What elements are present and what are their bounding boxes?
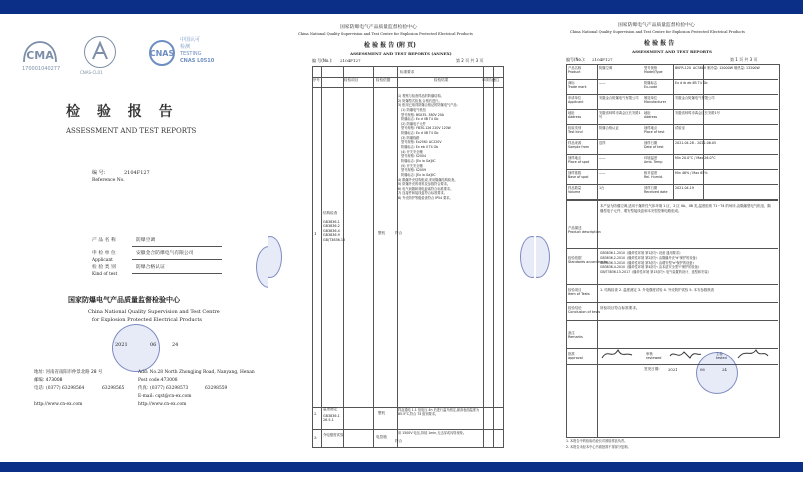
fax-value: (0377) 63298573 <box>150 386 189 391</box>
row-value-2: Ex d ib eb IIB T4 Gb <box>675 81 708 85</box>
applicant-underline <box>132 259 222 260</box>
row1-sample: 整机 <box>378 231 386 235</box>
row3-number: 3 <box>314 435 317 440</box>
approval-label: 批准 approval <box>568 352 583 361</box>
reviewed-signature <box>668 346 702 366</box>
summary-side-seal <box>536 236 550 278</box>
issue-date-month: 06 <box>700 367 705 372</box>
row-label-2: 环境温度 Amb. Temp <box>644 156 663 165</box>
row-label: 抽样地点 Place of spot <box>568 156 590 165</box>
desc-label: 产品描述 Product description <box>568 226 601 235</box>
standards-text: GB3836.1-2010《爆炸性环境 第1部分: 设备 通用要求》 GB3836.2-2010《爆炸性环境 第2部分: 由隔爆外壳"d"保护的设备》 GB3836.3-2010《爆炸性环境 第3部分: 由增安型"e"保护的设备》 GB3836.4-2010《爆炸性环境 第4部分: 由本质安全型"i"保护的设备》 GB/T3836.15-2017《爆炸性环境 第15部分: 电气装置的设计、选型和安装》 <box>600 251 711 275</box>
col-header-2: 检验依据 <box>376 78 391 82</box>
conclusion-label: 检验结论 Conclusion of tests <box>568 306 601 315</box>
summary-page-info: 第 1 页 共 3 页 <box>730 57 758 62</box>
row-value: 送样 <box>599 141 606 145</box>
row-label: 样品数量 Volume <box>568 186 582 195</box>
row-value-2: 2021.04.19 <box>675 186 694 190</box>
cma-logo <box>22 40 58 64</box>
row-label-2: 相对湿度 Rel. Humid. <box>644 171 664 180</box>
footnote-1: 1. 本报告中的检验结论仅对被检样品负责。 <box>566 439 628 443</box>
summary-no-label: 编号(No.): <box>566 57 586 62</box>
top-bar <box>0 0 803 14</box>
row-value-2: 安徽金合防爆电气有限公司 <box>675 96 715 100</box>
row-value-2: BKFR-120 AC380V 制冷量: 12000W 制热量: 13200W <box>675 66 760 70</box>
website: http://www.cn-ex.com <box>138 402 187 407</box>
reviewed-label: 审核 reviewed <box>646 352 662 361</box>
kind-of-test-label: 检 验 类 别 <box>92 265 116 270</box>
cnas-top: 中国认可 <box>180 37 201 43</box>
row-label: 地址 Address <box>568 111 582 120</box>
row2-number: 2 <box>314 411 317 416</box>
row-label-2: 型号规格 Model/Type <box>644 66 663 75</box>
footnote-2: 2. 本报告未经本中心书面批准不得部分复制。 <box>566 445 631 449</box>
report-title-en: ASSESSMENT AND TEST REPORTS <box>66 127 197 135</box>
row1-item: 结构检查 <box>323 211 338 215</box>
bottom-bar <box>0 462 803 472</box>
row-label: 产品名称 Product <box>568 66 582 75</box>
annex-title-en: ASSESSMENT AND TEST REPORTS (ANNEX) <box>350 51 452 56</box>
row-label-2: 制造单位 Manufacturer <box>644 96 667 105</box>
reference-number-label-en: Reference No. <box>92 178 125 183</box>
report-annex-page <box>268 16 534 460</box>
col-header-1: 检验项目 <box>344 78 359 82</box>
row-value-2: 试验室 <box>675 126 685 130</box>
row-value-2: Min 20.0°C / Max 26.0°C <box>675 156 716 160</box>
annex-page-info: 第 2 页 共 3 页 <box>456 58 484 63</box>
remarks-label: 备注 Remarks <box>568 331 583 340</box>
conclusion-text: 所检项目符合标准要求。 <box>600 306 640 310</box>
row2-item: 温度测定 <box>323 407 338 411</box>
items-label: 检验项目 Item of Tests <box>568 288 590 297</box>
row1-standards: GB3836.1 GB3836.2 GB3836.4 GB3836.9 GB/T3836.15 <box>323 220 346 242</box>
row-label: 商标 Trade mark <box>568 81 587 90</box>
issue-day: 24 <box>172 342 179 348</box>
row-value: —— <box>599 81 606 85</box>
product-name-label: 产 品 名 称 <box>92 238 116 243</box>
col-header-6: 备注 <box>493 78 500 82</box>
row-value: —— <box>599 171 606 175</box>
row2-sample: 整机 <box>378 411 386 415</box>
address-cn: 地址: 河南省南阳市仲景北路 28 号 <box>34 370 103 375</box>
tested-label: 主检 tested <box>716 352 727 361</box>
row-label: 检验类别 Test kind <box>568 126 583 135</box>
row2-results: 样品通电 1.1 倍电压 4h 后进行温升测定,最高表面温度为 85.5°C,符合 T4 组别要求。 <box>398 408 480 417</box>
address-en: Add: No.28 North Zhongjing Road, Nanyang, Henan <box>138 370 255 375</box>
summary-seal <box>696 352 738 394</box>
summary-title: 检 验 报 告 <box>644 40 675 47</box>
cnas-logo <box>146 39 178 67</box>
applicant-label-en: Applicant <box>92 258 113 263</box>
applicant-label: 申 检 单 位 <box>92 251 116 256</box>
product-underline <box>132 246 222 247</box>
reference-number-label: 编 号: <box>92 170 106 176</box>
cnas-en: TESTING <box>180 51 202 57</box>
annex-header-cn: 国家防爆电气产品质量监督检验中心 <box>340 25 417 30</box>
summary-title-en: ASSESSMENT AND TEST REPORTS <box>632 49 712 54</box>
row-label: 申请单位 Applicant <box>568 96 584 105</box>
svg-text:CNAS: CNAS <box>149 49 175 58</box>
report-title-cn: 检 验 报 告 <box>66 104 179 120</box>
accreditation-logo <box>84 36 116 68</box>
row-label: 抽样基数 Base of spot <box>568 171 589 180</box>
row-label-2: 防爆标志 Ex-code <box>644 81 658 90</box>
reference-number-value: 2104F127 <box>124 170 150 176</box>
row-value: 安徽省蚌埠市禹会区长安路1号 <box>599 111 641 120</box>
cma-code: 170001040277 <box>22 66 61 72</box>
row-label: 样品来源 Sample from <box>568 141 590 150</box>
tel-label: 电话: <box>34 386 45 391</box>
post-en: Post code:473008 <box>138 378 178 383</box>
report-cover-page <box>0 16 270 460</box>
desc-text: 本产品为防爆空调,适用于爆炸性气体环境 1 区、2 区 IIA、IIB 类,温度组别 T1~T4 的场所,由隔爆型电气机组、隔爆型电子元件、增安型接线盒和本安型控制电路组成。 <box>600 204 771 214</box>
summary-header-en: China National Quality Supervision and Test Centre for Explosion Protected Electrical Products <box>570 30 745 34</box>
centre-name-cn: 国家防爆电气产品质量监督检验中心 <box>68 296 180 304</box>
summary-no-value: 2104F127 <box>592 57 613 62</box>
post-cn: 邮编: 473008 <box>34 378 63 383</box>
tel-value-2: 63298565 <box>102 386 125 391</box>
issue-month: 06 <box>150 342 157 348</box>
row1-conclusion: 符合 <box>395 231 403 235</box>
cnas-code: CNAS L0510 <box>180 58 215 64</box>
applicant-value: 安徽金合防爆电气有限公司 <box>136 251 194 256</box>
row-label-2: 抽样地点 Place of test <box>644 126 665 135</box>
row-value: 防爆合格认证 <box>599 126 619 130</box>
col-header-4: 检验结果 <box>434 78 449 82</box>
row-value-2: 2021.04.28 - 2021.06.05 <box>675 141 717 145</box>
row-value: 1台 <box>599 186 605 190</box>
fax-value-2: 63298559 <box>205 386 228 391</box>
cnas-mid: 检测 <box>180 44 191 50</box>
kind-of-test-value: 防爆合格认证 <box>136 265 165 270</box>
issue-year: 2021 <box>115 342 128 348</box>
official-seal <box>112 324 160 372</box>
summary-header-cn: 国家防爆电气产品质量监督检验中心 <box>618 23 695 28</box>
row-value: 安徽金合防爆电气有限公司 <box>599 96 639 100</box>
col-header-0: 序号 <box>313 78 320 82</box>
approval-signature <box>600 346 634 366</box>
issue-date-year: 2021 <box>668 367 678 372</box>
annex-no-value: 2104F127 <box>340 58 361 63</box>
centre-name-en-1: China National Quality Supervision and Test Centre <box>88 309 220 315</box>
row1-number: 1 <box>314 231 317 236</box>
row2-standard: GB3836.1 26.5.1 <box>323 414 340 423</box>
row-label-2: 抽样日期 Date of test <box>644 141 664 150</box>
row3-results: 用 1500V 电压,持续 1min,无击穿或闪络现象。 <box>398 431 467 435</box>
row3-sample: 电控箱 <box>376 435 387 439</box>
issue-date-label: 签发日期: <box>644 367 660 371</box>
report-summary-page <box>536 16 803 460</box>
annex-title: 检 验 报 告 (附 页) <box>364 42 416 49</box>
row-label-2: 到样日期 Received date <box>644 186 668 195</box>
row-label-2: 地址 Address <box>644 111 658 120</box>
row1-results: 1) 观察与检查样品的防爆结构。 2) 防爆型式检查,合格后进行。 3) 配用已取得防爆合格证的防爆电气产品: (1) 防爆电气机组 型号规格: BSX35- 380V 20A 防爆标志: Ex d IIB T4 Gb (2) 防爆电子元件 型号规格: YB3S-126 220V 120W 防爆标志: Ex d IIB T4 Gb (3) 防爆线路 型号规格: Ex2561 AC220V 防爆标志: Ex eb II T4 Gb (4) 开关安全栅 型号规格: S2004 防爆标志: [Ex ia Ga]IIC (5) 开关安全栅 型号规格: S2009 防爆标志: [Ex ia Ga]IIC 4) 隔爆外壳结构组成,采用隔爆结构检查。 5) 防爆外壳的材料及参数符合要求。 6) 电气间隙和爬电距离符合标准要求。 7) 连接件和接线盒符合标准要求。 8) 外壳防护等级检查符合 IP54 要求。 <box>398 94 458 201</box>
annex-no-label: 编 号(No.): <box>312 58 333 63</box>
email: E-mail: cqst@cn-ex.com <box>138 394 192 399</box>
annex-header-en: China National Quality Supervision and Test Centre for Explosion Protected Electrical Products <box>298 32 473 36</box>
centre-name-en-2: for Explosion Protected Electrical Products <box>92 317 202 323</box>
website-left: http://www.cn-ex.com <box>34 402 83 407</box>
annex-side-seal-left <box>268 236 282 278</box>
items-text: 1. 结构检查 2. 温度测定 3. 介电强度试验 4. 外壳防护试验 5. 本安参数核查 <box>600 288 715 292</box>
product-name-value: 防爆空调 <box>136 238 156 243</box>
row-value: —— <box>599 156 606 160</box>
annex-side-seal-right <box>520 236 534 278</box>
kind-underline <box>132 273 222 274</box>
row-value-2: 安徽省蚌埠市禹会区长安路1号 <box>675 111 720 115</box>
cma-logo-text: CMA <box>26 49 54 62</box>
accreditation-caption: CNAS-CL01 <box>80 70 103 75</box>
standards-label: 检验依据 Standards according to <box>568 256 608 265</box>
row-value-2: Min 46% / Max 65% <box>675 171 708 175</box>
row-value: 防爆空调 <box>599 66 613 70</box>
col-header-3: 标准要求 <box>400 70 415 74</box>
kind-of-test-label-en: Kind of test <box>92 272 118 277</box>
tel-value: (0377) 63298564 <box>46 386 85 391</box>
fax-label: 传真: <box>138 386 149 391</box>
row3-item: 介电强度试验 <box>323 433 344 437</box>
issue-date-day: 24 <box>722 367 727 372</box>
row3-conclusion: 符合 <box>395 439 403 443</box>
tested-signature <box>736 346 770 366</box>
col-header-5: 单项结论 <box>482 78 495 82</box>
